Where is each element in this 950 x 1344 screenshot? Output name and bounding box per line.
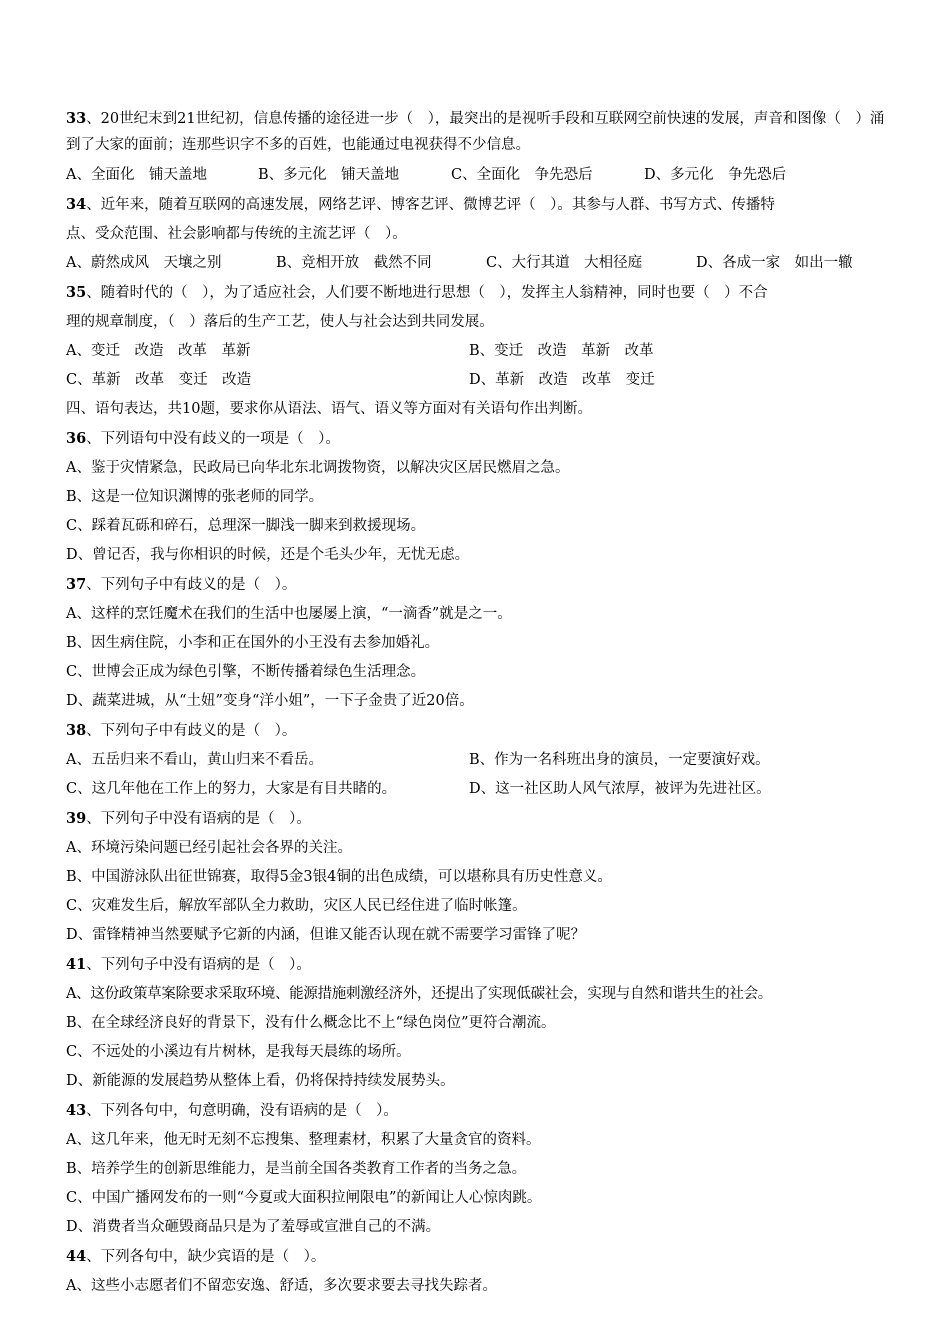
option-c: C、革新 改革 变迁 改造 [66,372,252,388]
question-35-stem [66,278,896,308]
option-b: B、变迁 改造 革新 改革 [469,343,654,359]
option-b: B、在全球经济良好的背景下，没有什么概念比不上“绿色岗位”更符合潮流。 [66,1015,556,1031]
question-number: 41 [66,956,87,973]
option-d: D、这一社区助人风气浓厚，被评为先进社区。 [469,781,771,797]
option-a: A、这份政策草案除要求采取环境、能源措施刺激经济外，还提出了实现低碳社会，实现与自然和谐共生的社会。 [66,986,772,1002]
option-c: C、这几年他在工作上的努力，大家是有目共睹的。 [66,781,397,797]
question-text: 、下列各句中，句意明确，没有语病的是（ ）。 [86,1103,398,1119]
option-b: B、因生病住院，小李和正在国外的小王没有去参加婚礼。 [66,635,440,651]
option-a: A、鉴于灾情紧急，民政局已向华北东北调拨物资，以解决灾区居民燃眉之急。 [66,460,570,476]
option-c: C、中国广播网发布的一则“今夏或大面积拉闸限电”的新闻让人心惊肉跳。 [66,1190,542,1206]
question-37-stem [66,570,896,600]
question-text: 、下列句子中没有语病的是（ ）。 [86,957,311,973]
option-b: B、中国游泳队出征世锦赛，取得5金3银4铜的出色成绩，可以堪称具有历史性意义。 [66,869,612,885]
question-text: 、随着时代的（ ），为了适应社会，人们要不断地进行思想（ ），发挥主人翁精神，同时也要（ ）不合 [86,285,768,301]
option-c: C、灾难发生后，解放军部队全力救助，灾区人民已经住进了临时帐篷。 [66,898,527,914]
option-b: B、培养学生的创新思维能力，是当前全国各类教育工作者的当务之急。 [66,1161,527,1177]
question-38-options-row2 [66,775,896,804]
question-35-options-row1 [66,337,896,366]
option-d: D、消费者当众砸毁商品只是为了羞辱或宣泄自己的不满。 [66,1219,441,1235]
option-c: C、大行其道 大相径庭 [486,255,643,271]
option-a: A、环境污染问题已经引起社会各界的关注。 [66,840,352,856]
question-34-stem-cont: 点、受众范围、社会影响都与传统的主流艺评（ ）。 [66,226,407,242]
question-number: 38 [66,722,87,739]
question-34-options [66,249,896,278]
question-number: 33 [66,110,87,127]
question-text: 、近年来，随着互联网的高速发展，网络艺评、博客艺评、微博艺评（ ）。其参与人群、书写方式、传播特 [86,197,775,213]
option-a: A、蔚然成风 天壤之别 [66,255,222,271]
question-text: 、下列句子中有歧义的是（ ）。 [86,577,297,593]
question-43-stem [66,1096,896,1126]
option-d: D、雷锋精神当然要赋予它新的内涵，但谁又能否认现在就不需要学习雷锋了呢？ [66,927,586,943]
option-c: C、全面化 争先恐后 [451,167,593,183]
option-a: A、这些小志愿者们不留恋安逸、舒适，多次要求要去寻找失踪者。 [66,1278,497,1294]
question-text: 、20世纪末到21世纪初，信息传播的途径进一步（ ），最突出的是视听手段和互联网空前快速的发展，声音和图像（ ）涌到了大家的面前；连那些识字不多的百姓，也能通过电视获得不少信息。 [66,111,885,153]
option-a: A、全面化 铺天盖地 [66,167,207,183]
question-number: 35 [66,284,87,301]
option-c: C、世博会正成为绿色引擎，不断传播着绿色生活理念。 [66,664,426,680]
option-d: D、多元化 争先恐后 [644,167,787,183]
question-33-stem [66,106,896,158]
exam-page [66,106,896,1301]
question-text: 、下列各句中，缺少宾语的是（ ）。 [86,1249,326,1265]
question-38-options-row1 [66,746,896,775]
question-text: 、下列句子中没有语病的是（ ）。 [86,811,311,827]
option-d: D、曾记否，我与你相识的时候，还是个毛头少年，无忧无虑。 [66,547,470,563]
question-text: 、下列句子中有歧义的是（ ）。 [86,723,297,739]
option-d: D、蔬菜进城，从“土妞”变身“洋小姐”，一下子金贵了近20倍。 [66,693,474,709]
option-b: B、这是一位知识渊博的张老师的同学。 [66,489,324,505]
option-a: A、五岳归来不看山，黄山归来不看岳。 [66,752,323,768]
question-38-stem [66,716,896,746]
option-a: A、这样的烹饪魔术在我们的生活中也屡屡上演，“一滴香”就是之一。 [66,606,512,622]
option-b: B、竞相开放 截然不同 [276,255,432,271]
question-41-stem [66,950,896,980]
option-c: C、不远处的小溪边有片树林，是我每天晨练的场所。 [66,1044,411,1060]
option-a: A、这几年来，他无时无刻不忘搜集、整理素材，积累了大量贪官的资料。 [66,1132,541,1148]
question-44-stem [66,1242,896,1272]
question-35-options-row2 [66,366,896,395]
question-number: 43 [66,1102,87,1119]
option-b: B、作为一名科班出身的演员，一定要演好戏。 [469,752,770,768]
question-39-stem [66,804,896,834]
option-d: D、新能源的发展趋势从整体上看，仍将保持持续发展势头。 [66,1073,455,1089]
option-b: B、多元化 铺天盖地 [258,167,400,183]
question-35-stem-cont: 理的规章制度，（ ）落后的生产工艺，使人与社会达到共同发展。 [66,314,494,330]
question-number: 44 [66,1248,87,1265]
option-d: D、革新 改造 改革 变迁 [469,372,655,388]
question-number: 37 [66,576,87,593]
option-c: C、踩着瓦砾和碎石，总理深一脚浅一脚来到救援现场。 [66,518,426,534]
option-d: D、各成一家 如出一辙 [696,255,853,271]
option-a: A、变迁 改造 改革 革新 [66,343,251,359]
question-34-stem [66,190,896,220]
question-number: 39 [66,810,87,827]
question-number: 36 [66,430,87,447]
question-36-stem [66,424,896,454]
question-33-options [66,161,896,190]
question-text: 、下列语句中没有歧义的一项是（ ）。 [86,431,340,447]
section-heading: 四、语句表达，共10题，要求你从语法、语气、语义等方面对有关语句作出判断。 [66,401,592,417]
question-number: 34 [66,196,87,213]
